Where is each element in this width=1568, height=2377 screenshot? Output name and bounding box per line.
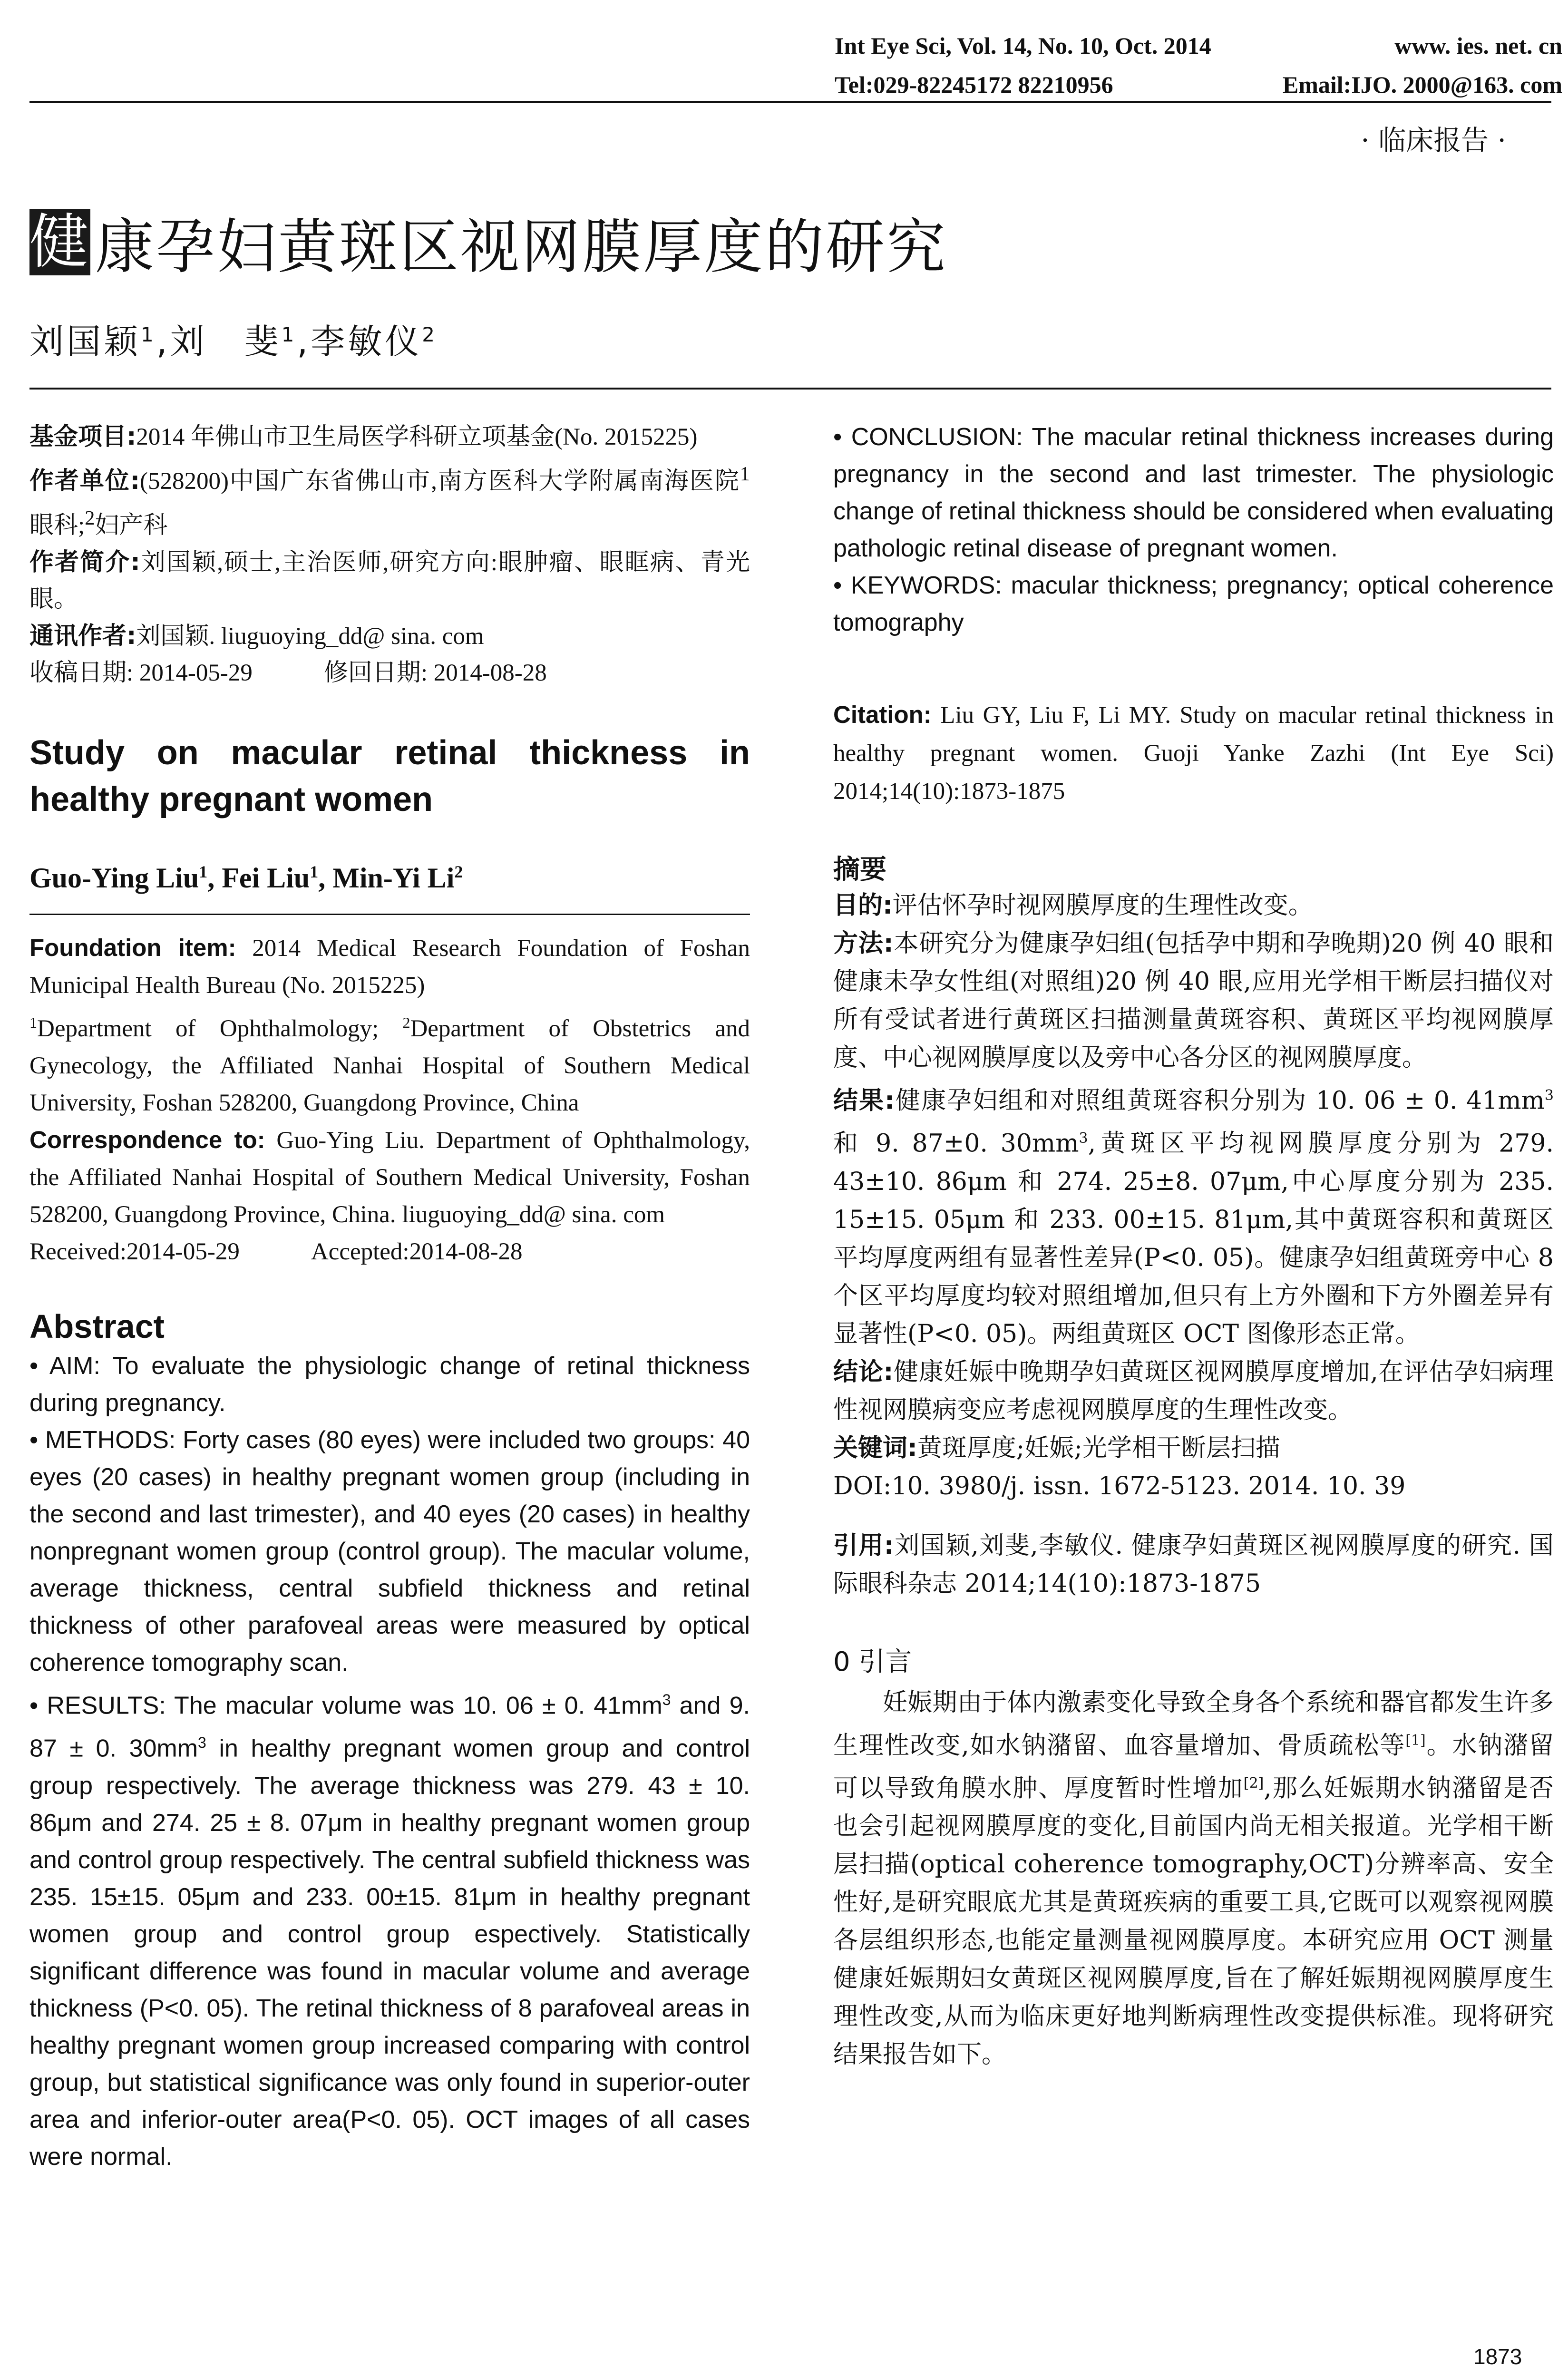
abstract-heading: Abstract <box>29 1308 165 1345</box>
citation-en <box>833 696 1554 810</box>
doi[interactable]: DOI:10. 3980/j. issn. 1672-5123. 2014. 10. 39 <box>833 1471 1406 1500</box>
author-name: 李敏仪 <box>311 321 422 361</box>
field-label: Citation: <box>833 701 932 728</box>
journal-issue: Int Eye Sci, Vol. 14, No. 10, Oct. 2014 <box>835 32 1211 59</box>
author-name: 刘国颖 <box>29 321 141 361</box>
abstract-conclusion: • CONCLUSION: The macular retinal thickness increases during pregnancy in the second and last trimester. The physiologic change of retinal thickness should be considered when evaluating pathologic retinal disease of pregnant women. <box>833 423 1554 562</box>
dates-en <box>29 1233 750 1270</box>
affiliation-mark: 2 <box>402 1014 410 1031</box>
field-value: Department of Obstetrics and Gynecology, the Affiliated Nanhai Hospital of Southern Medical University, Foshan 528200, Guangdong Province, China <box>29 1015 750 1116</box>
field-label: 目的: <box>833 891 893 920</box>
cn-abstract-heading: 摘要 <box>833 854 886 885</box>
field-label: Foundation item: <box>29 934 236 961</box>
title-text: 康孕妇黄斑区视网膜厚度的研究 <box>95 213 948 282</box>
dates-cn <box>29 655 750 692</box>
author-rule <box>29 914 750 915</box>
section-label: · 临床报告 · <box>1361 124 1506 156</box>
field-value: 2014 年佛山市卫生局医学科研立项基金(No. 2015225) <box>136 424 698 450</box>
author-affiliation-mark: 1 <box>281 323 297 346</box>
field-value: 眼科; <box>29 512 85 539</box>
departments <box>29 1004 750 1121</box>
field-label: 基金项目: <box>29 423 136 451</box>
author-name: , Min-Yi Li <box>318 862 455 894</box>
author-name: 刘 斐 <box>170 321 282 361</box>
author-affiliation-mark: 1 <box>199 862 208 881</box>
field-value: Liu GY, Liu F, Li MY. Study on macular retinal thickness in healthy pregnant women. Guoji Yanke Zazhi (Int Eye Sci) 2014;14(10):1873-1875 <box>833 702 1554 805</box>
left-column <box>29 419 750 2175</box>
abstract-aim: • AIM: To evaluate the physiologic change of retinal thickness during pregnancy. <box>29 1352 750 1417</box>
accepted-date-en: Accepted:2014-08-28 <box>311 1238 523 1265</box>
author-name: Guo-Ying Liu <box>29 862 199 894</box>
field-value: 黄斑厚度;妊娠;光学相干断层扫描 <box>917 1433 1280 1462</box>
field-label: Correspondence to: <box>29 1126 265 1153</box>
text-run: • RESULTS: The macular volume was 10. 06 ± 0. 41mm <box>29 1692 662 1720</box>
reference-mark[interactable]: [2] <box>1243 1774 1264 1792</box>
field-label: 作者单位: <box>29 467 140 495</box>
field-label: 通讯作者: <box>29 622 136 650</box>
field-value: Guo-Ying Liu. Department of Ophthalmology, the Affiliated Nanhai Hospital of Southern Medical University, Foshan 528200, Guangdong Province, China. liuguoying_dd@ sina. com <box>29 1127 750 1228</box>
field-value[interactable]: 刘国颖. liuguoying_dd@ sina. com <box>136 623 484 650</box>
text-run: 和 9. 87±0. 30mm <box>833 1129 1079 1158</box>
field-label: 作者简介: <box>29 548 140 576</box>
cn-keywords <box>833 1429 1554 1467</box>
field-value: 评估怀孕时视网膜厚度的生理性改变。 <box>892 891 1313 920</box>
field-value: 妇产科 <box>95 512 168 539</box>
journal-website[interactable]: www. ies. net. cn <box>1394 32 1562 59</box>
cn-aim <box>833 887 1554 925</box>
intro-heading: 0 引言 <box>833 1646 912 1677</box>
author-affiliation-mark: 2 <box>422 323 438 346</box>
text-run: and 9. 87 ± 0. 30mm <box>29 1692 750 1763</box>
text-run: 。水钠潴留可以导致角膜水肿、厚度暂时性增加 <box>833 1731 1554 1803</box>
field-value: 2014 Medical Research Foundation of Foshan Municipal Health Bureau (No. 2015225) <box>29 935 750 999</box>
right-column <box>833 419 1554 2074</box>
superscript: 3 <box>1079 1130 1088 1147</box>
superscript: 3 <box>1544 1087 1554 1104</box>
author-affiliation-mark: 2 <box>454 862 463 881</box>
field-label: 引用: <box>833 1531 894 1560</box>
field-value: 刘国颖,刘斐,李敏仪. 健康孕妇黄斑区视网膜厚度的研究. 国际眼科杂志 2014;14(10):1873-1875 <box>833 1531 1554 1598</box>
affiliation-mark: 2 <box>85 507 95 529</box>
citation-cn <box>833 1527 1554 1603</box>
cn-conclusion <box>833 1353 1554 1429</box>
field-label: 结果: <box>833 1086 895 1115</box>
affiliation-mark: 1 <box>29 1014 37 1031</box>
field-label: 结论: <box>833 1357 894 1386</box>
affiliation-mark: 1 <box>740 463 750 485</box>
cn-methods <box>833 925 1554 1077</box>
abstract-methods: • METHODS: Forty cases (80 eyes) were included two groups: 40 eyes (20 cases) in healthy pregnant women group (including in the second and last trimester), and 40 eyes (20 cases) in healthy nonpregnant women group (control group). The macular volume, average thickness, central subfield thickness and retinal thickness of other parafoveal areas were measured by optical coherence tomography scan. <box>29 1426 750 1676</box>
english-title: Study on macular retinal thickness in healthy pregnant women <box>29 734 750 818</box>
abstract-results <box>29 1681 750 2175</box>
text-run: ,那么妊娠期水钠潴留是否也会引起视网膜厚度的变化,目前国内尚无相关报道。光学相干断层扫描(optical coherence tomography,OCT)分辨率高、安全性好,是研究眼底尤其是黄斑疾病的重要工具,它既可以观察视网膜各层组织形态,也能定量测量视网膜厚度。本研究应用 OCT 测量健康妊娠期妇女黄斑区视网膜厚度,旨在了解妊娠期视网膜厚度生理性改变,从而为临床更好地判断病理性改变提供标准。现将研究结果报告如下。 <box>833 1774 1554 2069</box>
affiliation-cn <box>29 456 750 544</box>
text-run: 妊娠期由于体内激素变化导致全身各个系统和器官都发生许多生理性改变,如水钠潴留、血容量增加、骨质疏松等 <box>833 1688 1554 1760</box>
header-rule <box>29 101 1551 103</box>
authors-cn: 刘国颖$^1$,刘 斐$^1$,李敏仪$^2$ <box>29 321 438 361</box>
article-title <box>29 200 947 284</box>
english-authors <box>29 862 750 895</box>
revised-date-cn: 修回日期: 2014-08-28 <box>323 660 547 686</box>
corresponding-author <box>29 618 750 655</box>
reference-mark[interactable]: [1] <box>1405 1732 1426 1749</box>
field-value: 健康妊娠中晚期孕妇黄斑区视网膜厚度增加,在评估孕妇病理性视网膜病变应考虑视网膜厚度的生理性改变。 <box>833 1357 1554 1424</box>
intro-paragraph <box>833 1684 1554 2074</box>
journal-email[interactable]: Email:IJO. 2000@163. com <box>1282 71 1562 98</box>
author-name: , Fei Liu <box>207 862 310 894</box>
page-number: 1873 <box>1473 2344 1522 2369</box>
field-label: 关键词: <box>833 1433 917 1462</box>
text-run: in healthy pregnant women group and control group respectively. The average thickness was 279. 43 ± 10. 86μm and 274. 25 ± 8. 07μm in healthy pregnant women group and control group respectively. The central subfield thickness was 235. 15±15. 05μm and 233. 00±15. 81μm in healthy pregnant women group and control group espectively. Statistically significant difference was found in macular volume and average thickness (P<0. 05). The retinal thickness of 8 parafoveal areas in healthy pregnant women group increased comparing with control group, but statistical significance was only found in superior-outer area and inferior-outer area(P<0. 05). OCT images of all cases were normal. <box>29 1734 750 2171</box>
field-value: Department of Ophthalmology; <box>37 1015 403 1042</box>
superscript: 3 <box>198 1734 206 1752</box>
journal-header <box>835 26 1562 104</box>
superscript: 3 <box>662 1691 671 1708</box>
title-initial: 健 <box>29 208 91 276</box>
author-affiliation-mark: 1 <box>310 862 319 881</box>
field-value: 本研究分为健康孕妇组(包括孕中期和孕晚期)20 例 40 眼和健康未孕女性组(对照组)20 例 40 眼,应用光学相干断层扫描仪对所有受试者进行黄斑区扫描测量黄斑容积、黄斑区平均视网膜厚度、中心视网膜厚度以及旁中心各分区的视网膜厚度。 <box>833 929 1554 1072</box>
field-value: 刘国颖,硕士,主治医师,研究方向:眼肿瘤、眼眶病、青光眼。 <box>29 549 750 613</box>
cn-results <box>833 1077 1554 1353</box>
foundation-item <box>29 929 750 1004</box>
field-label: 方法: <box>833 929 894 958</box>
author-affiliation-mark: 1 <box>141 323 156 346</box>
correspondence <box>29 1121 750 1233</box>
title-rule <box>29 388 1551 390</box>
abstract-keywords: • KEYWORDS: macular thickness; pregnancy; optical coherence tomography <box>833 572 1554 636</box>
journal-tel: Tel:029-82245172 82210956 <box>835 71 1113 98</box>
field-value: (528200)中国广东省佛山市,南方医科大学附属南海医院 <box>140 468 740 495</box>
received-date-cn: 收稿日期: 2014-05-29 <box>29 660 253 686</box>
author-bio <box>29 544 750 618</box>
funding <box>29 419 750 456</box>
text-run: 健康孕妇组和对照组黄斑容积分别为 10. 06 ± 0. 41mm <box>894 1086 1545 1115</box>
text-run: ,黄斑区平均视网膜厚度分别为 279. 43±10. 86μm 和 274. 25±8. 07μm,中心厚度分别为 235. 15±15. 05μm 和 233. 00±15. 81μm,其中黄斑容积和黄斑区平均厚度两组有显著性差异(P<0. 05)。健康孕妇组黄斑旁中心 8 个区平均厚度均较对照组增加,但只有上方外圈和下方外圈差异有显著性(P<0. 05)。两组黄斑区 OCT 图像形态正常。 <box>833 1129 1554 1348</box>
received-date-en: Received:2014-05-29 <box>29 1238 240 1265</box>
